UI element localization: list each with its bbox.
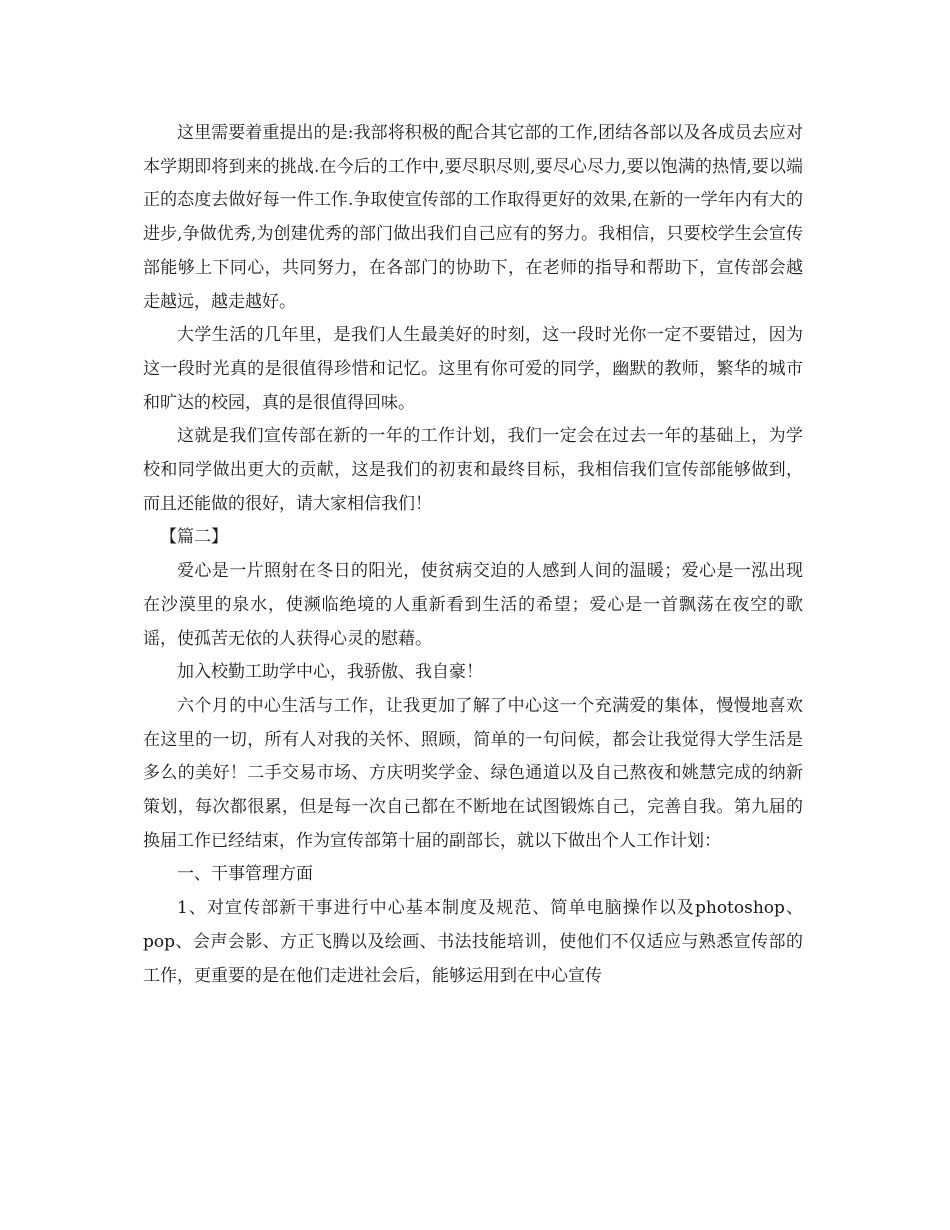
paragraph-college-life: 大学生活的几年里，是我们人生最美好的时刻，这一段时光你一定不要错过，因为这一段时光真的是很值得珍惜和记忆。这里有你可爱的同学，幽默的教师，繁华的城市和旷达的校园，真的是很值得回味。	[143, 325, 803, 413]
paragraph-training: 1、对宣传部新干事进行中心基本制度及规范、简单电脑操作以及photoshop、pop、会声会影、方正飞腾以及绘画、书法技能培训，使他们不仅适应与熟悉宣传部的工作，更重要的是在他们走进社会后，能够运用到在中心宣传	[143, 898, 803, 986]
document-body	[143, 117, 803, 993]
paragraph-join-center: 加入校勤工助学中心，我骄傲、我自豪！	[177, 662, 483, 683]
subheading-staff-management: 一、干事管理方面	[177, 864, 313, 885]
section-heading-part-two: 【篇二】	[160, 527, 228, 548]
paragraph-cooperation: 这里需要着重提出的是:我部将积极的配合其它部的工作,团结各部以及各成员去应对本学期即将到来的挑战.在今后的工作中,要尽职尽则,要尽心尽力,要以饱满的热情,要以端正的态度去做好每一件工作.争取使宣传部的工作取得更好的效果,在新的一学年内有大的进步,争做优秀,为创建优秀的部门做出我们自己应有的努力。我相信，只要校学生会宣传部能够上下同心，共同努力，在各部门的协助下，在老师的指导和帮助下，宣传部会越走越远，越走越好。	[143, 123, 803, 312]
paragraph-work-plan-summary: 这就是我们宣传部在新的一年的工作计划，我们一定会在过去一年的基础上，为学校和同学做出更大的贡献，这是我们的初衷和最终目标，我相信我们宣传部能够做到，而且还能做的很好，请大家相信我们！	[143, 426, 803, 514]
paragraph-love: 爱心是一片照射在冬日的阳光，使贫病交迫的人感到人间的温暖；爱心是一泓出现在沙漠里的泉水，使濒临绝境的人重新看到生活的希望；爱心是一首飘荡在夜空的歌谣，使孤苦无依的人获得心灵的慰藉。	[143, 561, 803, 649]
paragraph-six-months: 六个月的中心生活与工作，让我更加了解了中心这一个充满爱的集体，慢慢地喜欢在这里的一切，所有人对我的关怀、照顾，简单的一句问候，都会让我觉得大学生活是多么的美好！二手交易市场、方庆明奖学金、绿色通道以及自己熬夜和姚慧完成的纳新策划，每次都很累，但是每一次自己都在不断地在试图锻炼自己，完善自我。第九届的换届工作已经结束，作为宣传部第十届的副部长，就以下做出个人工作计划：	[143, 695, 803, 851]
